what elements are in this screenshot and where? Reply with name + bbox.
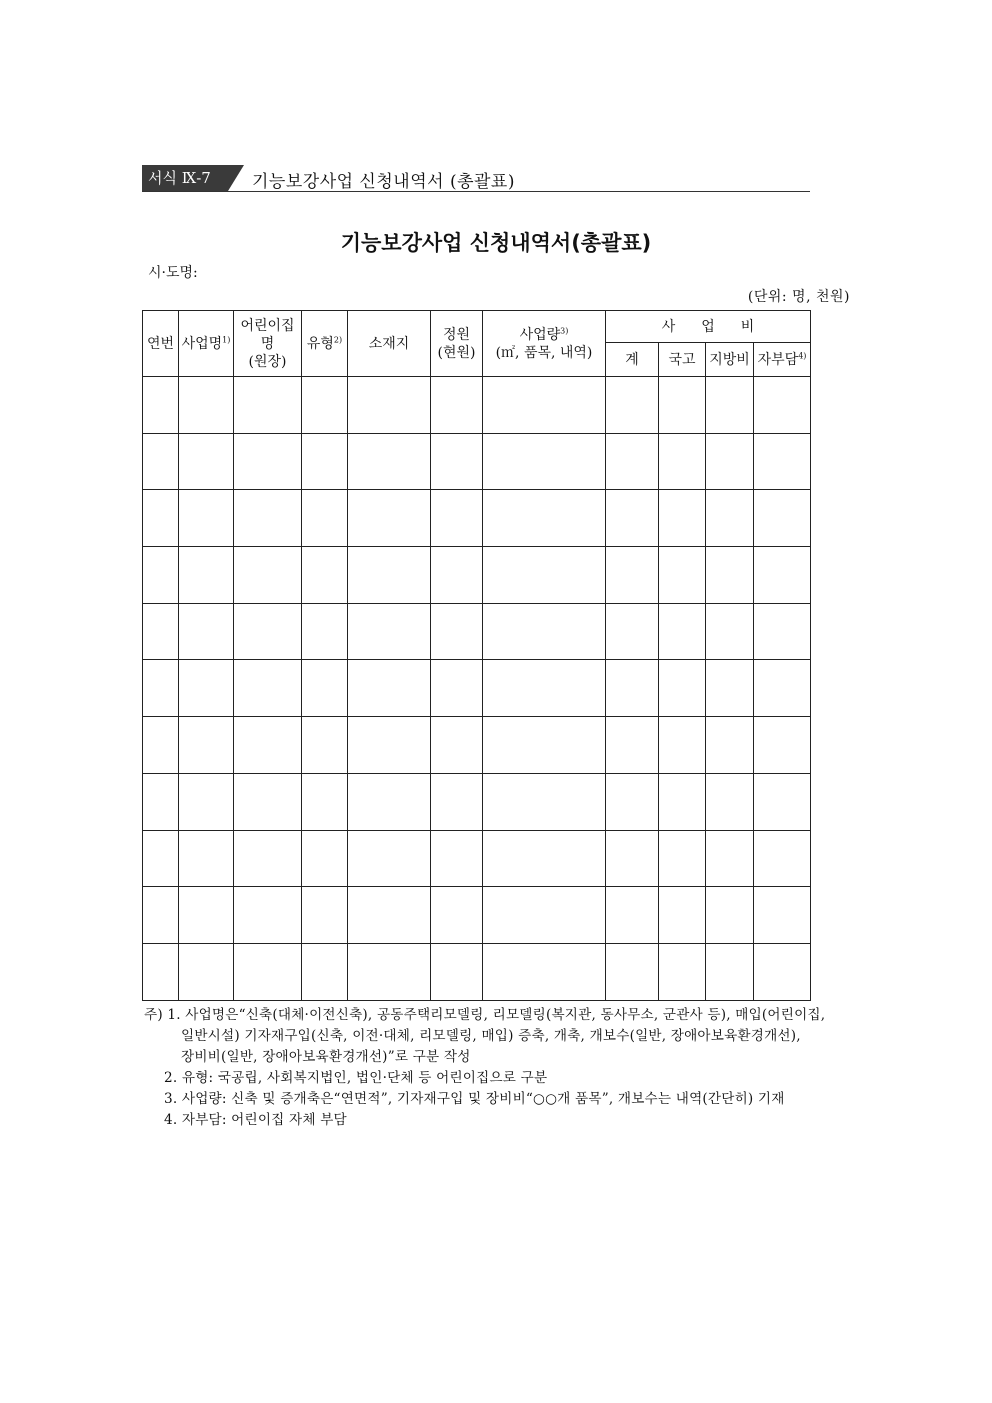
table-cell[interactable] (659, 490, 706, 547)
table-cell[interactable] (431, 377, 483, 434)
table-cell[interactable] (483, 717, 606, 774)
table-cell[interactable] (483, 547, 606, 604)
table-cell[interactable] (348, 887, 431, 944)
footnote-4: 4. 자부담: 어린이집 자체 부담 (164, 1112, 347, 1128)
header-no: 연번 (143, 311, 179, 377)
header-project-name: 사업명$^{1)}$ (179, 311, 234, 377)
header-location: 소재지 (348, 311, 431, 377)
table-cell[interactable] (606, 433, 659, 490)
header-self: 자부담$^{4)}$ (754, 343, 811, 377)
table-cell[interactable] (483, 490, 606, 547)
footnote-2: 2. 유형: 국공립, 사회복지법인, 법인·단체 등 어린이집으로 구분 (164, 1070, 548, 1086)
table-row (143, 830, 811, 887)
table-cell[interactable] (483, 773, 606, 830)
table-cell[interactable] (234, 943, 302, 1000)
table-cell[interactable] (706, 433, 754, 490)
table-cell[interactable] (143, 773, 179, 830)
form-number-badge: 서식 Ⅸ-7 (142, 165, 228, 191)
table-cell[interactable] (234, 717, 302, 774)
table-cell[interactable] (606, 603, 659, 660)
table-cell[interactable] (606, 547, 659, 604)
table-cell[interactable] (754, 603, 811, 660)
table-cell[interactable] (431, 433, 483, 490)
table-cell[interactable] (659, 660, 706, 717)
table-cell[interactable] (706, 943, 754, 1000)
table-cell[interactable] (483, 830, 606, 887)
table-cell[interactable] (606, 660, 659, 717)
table-row (143, 377, 811, 434)
table-cell[interactable] (659, 717, 706, 774)
table-cell[interactable] (754, 433, 811, 490)
table-cell[interactable] (606, 887, 659, 944)
table-cell[interactable] (234, 660, 302, 717)
document-title: 기능보강사업 신청내역서(총괄표) (340, 231, 652, 255)
table-cell[interactable] (143, 377, 179, 434)
header-total: 계 (606, 343, 659, 377)
header-capacity: 정원 (현원) (431, 311, 483, 377)
table-cell[interactable] (706, 773, 754, 830)
table-cell[interactable] (143, 547, 179, 604)
table-cell[interactable] (754, 943, 811, 1000)
table-cell[interactable] (431, 830, 483, 887)
table-cell[interactable] (483, 943, 606, 1000)
unit-note: (단위: 명, 천원) (747, 289, 850, 305)
table-cell[interactable] (431, 547, 483, 604)
application-table (142, 310, 811, 1001)
table-cell[interactable] (143, 490, 179, 547)
table-cell[interactable] (302, 603, 348, 660)
table-cell[interactable] (179, 717, 234, 774)
badge-tail-decoration (228, 165, 244, 191)
table-row (143, 603, 811, 660)
table-cell[interactable] (659, 773, 706, 830)
table-cell[interactable] (754, 830, 811, 887)
table-cell[interactable] (143, 943, 179, 1000)
table-cell[interactable] (234, 433, 302, 490)
table-cell[interactable] (706, 490, 754, 547)
table-cell[interactable] (348, 377, 431, 434)
table-cell[interactable] (348, 830, 431, 887)
table-cell[interactable] (706, 377, 754, 434)
table-cell[interactable] (179, 660, 234, 717)
header-cost-group: 사업비 (606, 311, 811, 343)
table-cell[interactable] (348, 773, 431, 830)
table-cell[interactable] (606, 717, 659, 774)
table-cell[interactable] (179, 433, 234, 490)
table-cell[interactable] (431, 717, 483, 774)
table-row (143, 490, 811, 547)
table-cell[interactable] (431, 660, 483, 717)
table-cell[interactable] (431, 887, 483, 944)
region-label: 시·도명: (148, 265, 198, 281)
table-row (143, 887, 811, 944)
table-cell[interactable] (754, 490, 811, 547)
table-cell[interactable] (143, 887, 179, 944)
table-cell[interactable] (706, 830, 754, 887)
table-cell[interactable] (234, 547, 302, 604)
header-type: 유형$^{2)}$ (302, 311, 348, 377)
table-cell[interactable] (234, 603, 302, 660)
footnote-1-cont-1: 일반시설) 기자재구입(신축, 이전·대체, 리모델링, 매입) 증축, 개축, 개보수(일반, 장애아보육환경개선), (181, 1028, 801, 1044)
table-cell[interactable] (659, 377, 706, 434)
table-cell[interactable] (143, 433, 179, 490)
table-cell[interactable] (754, 717, 811, 774)
table-cell[interactable] (706, 887, 754, 944)
table-cell[interactable] (706, 660, 754, 717)
table-cell[interactable] (659, 603, 706, 660)
table-cell[interactable] (754, 377, 811, 434)
table-cell[interactable] (302, 773, 348, 830)
table-cell[interactable] (754, 547, 811, 604)
table-cell[interactable] (483, 603, 606, 660)
table-row (143, 547, 811, 604)
table-cell[interactable] (302, 547, 348, 604)
table-row (143, 717, 811, 774)
footnotes (144, 1005, 854, 1131)
table-cell[interactable] (302, 660, 348, 717)
table-cell[interactable] (659, 943, 706, 1000)
table-cell[interactable] (302, 377, 348, 434)
table-cell[interactable] (659, 887, 706, 944)
table-cell[interactable] (606, 773, 659, 830)
table-cell[interactable] (606, 830, 659, 887)
table-cell[interactable] (179, 773, 234, 830)
table-row (143, 660, 811, 717)
table-cell[interactable] (348, 943, 431, 1000)
table-cell[interactable] (706, 603, 754, 660)
table-cell[interactable] (179, 490, 234, 547)
table-body (143, 377, 811, 1001)
table-cell[interactable] (302, 433, 348, 490)
table-cell[interactable] (234, 773, 302, 830)
header-volume: 사업량$^{3)}$ (㎡, 품목, 내역) (483, 311, 606, 377)
header-daycare-name: 어린이집명 (원장) (234, 311, 302, 377)
table-cell[interactable] (483, 377, 606, 434)
table-cell[interactable] (606, 490, 659, 547)
table-cell[interactable] (431, 490, 483, 547)
table-cell[interactable] (348, 547, 431, 604)
table-cell[interactable] (302, 717, 348, 774)
table-cell[interactable] (431, 603, 483, 660)
table-cell[interactable] (179, 547, 234, 604)
table-cell[interactable] (234, 830, 302, 887)
table-cell[interactable] (179, 830, 234, 887)
footnote-1: 주) 1. 사업명은“신축(대체·이전신축), 공동주택리모델링, 리모델링(복지관, 동사무소, 군관사 등), 매입(어린이집, (144, 1007, 826, 1023)
table-cell[interactable] (348, 433, 431, 490)
table-cell[interactable] (606, 943, 659, 1000)
table-cell[interactable] (143, 660, 179, 717)
table-cell[interactable] (143, 717, 179, 774)
table-cell[interactable] (302, 830, 348, 887)
table-cell[interactable] (179, 603, 234, 660)
form-header-title: 기능보강사업 신청내역서 (총괄표) (252, 172, 515, 192)
header-local: 지방비 (706, 343, 754, 377)
table-cell[interactable] (483, 660, 606, 717)
table-cell[interactable] (659, 830, 706, 887)
table-cell[interactable] (483, 433, 606, 490)
table-cell[interactable] (179, 887, 234, 944)
table-cell[interactable] (143, 603, 179, 660)
table-cell[interactable] (431, 773, 483, 830)
table-cell[interactable] (483, 887, 606, 944)
form-header (142, 163, 810, 192)
table-row (143, 433, 811, 490)
table-cell[interactable] (234, 887, 302, 944)
footnote-1-cont-2: 장비비(일반, 장애아보육환경개선)”로 구분 작성 (181, 1049, 471, 1065)
table-cell[interactable] (706, 547, 754, 604)
table-cell[interactable] (234, 490, 302, 547)
table-cell[interactable] (179, 377, 234, 434)
table-cell[interactable] (754, 660, 811, 717)
table-cell[interactable] (659, 547, 706, 604)
footnote-3: 3. 사업량: 신축 및 증개축은“연면적”, 기자재구입 및 장비비“○○개 품목”, 개보수는 내역(간단히) 기재 (164, 1091, 785, 1107)
table-row (143, 773, 811, 830)
table-cell[interactable] (234, 377, 302, 434)
table-cell[interactable] (348, 603, 431, 660)
table-cell[interactable] (659, 433, 706, 490)
table-cell[interactable] (606, 377, 659, 434)
table-cell[interactable] (431, 943, 483, 1000)
table-cell[interactable] (348, 717, 431, 774)
header-national: 국고 (659, 343, 706, 377)
table-cell[interactable] (348, 490, 431, 547)
table-cell[interactable] (706, 717, 754, 774)
table-cell[interactable] (143, 830, 179, 887)
table-cell[interactable] (302, 490, 348, 547)
table-cell[interactable] (302, 887, 348, 944)
table-cell[interactable] (754, 773, 811, 830)
table-cell[interactable] (754, 887, 811, 944)
table-cell[interactable] (302, 943, 348, 1000)
table-cell[interactable] (348, 660, 431, 717)
table-cell[interactable] (179, 943, 234, 1000)
table-row (143, 943, 811, 1000)
